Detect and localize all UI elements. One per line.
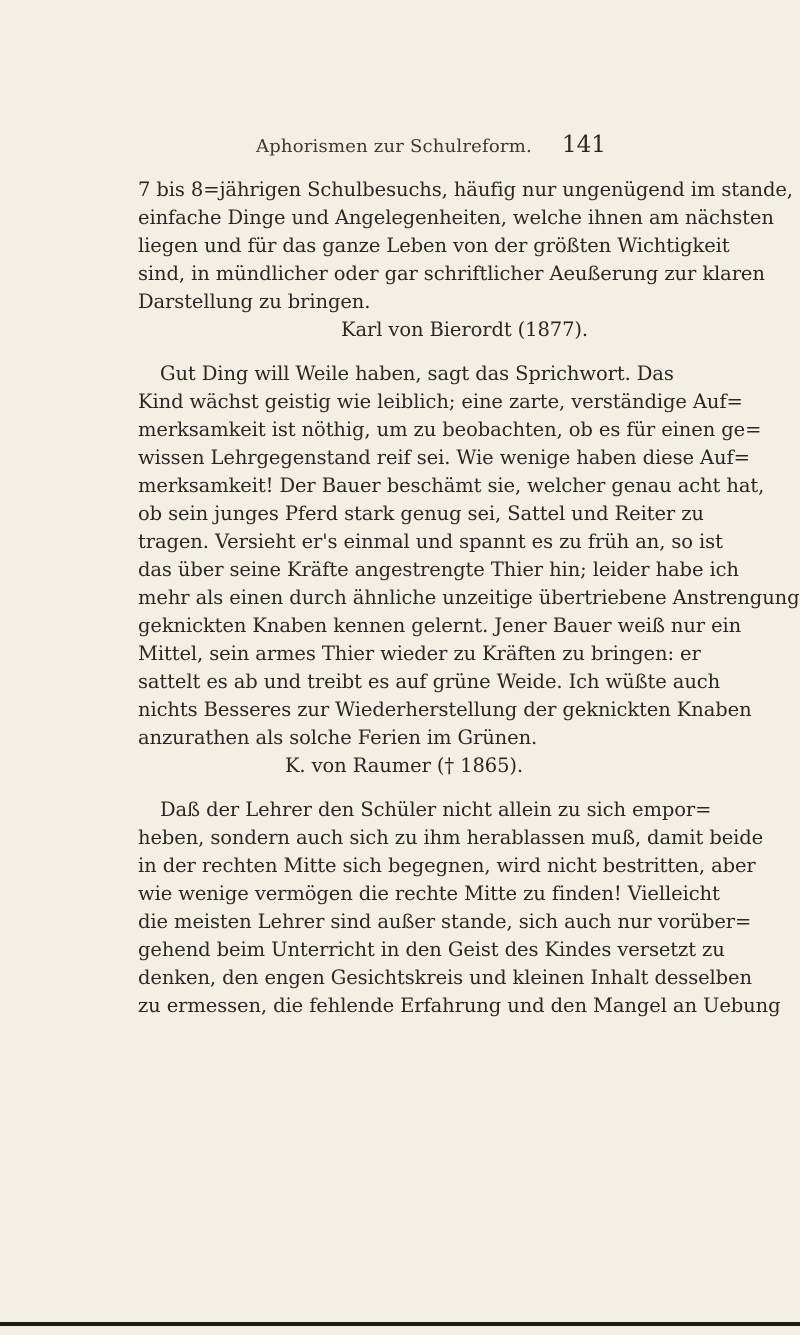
running-head [0,132,800,162]
text-line: heben, sondern auch sich zu ihm herablassen muß, damit beide [138,826,764,849]
text-line: die meisten Lehrer sind außer stande, sich auch nur vorüber= [138,910,752,933]
text-line: nichts Besseres zur Wiederherstellung der geknickten Knaben [138,698,752,721]
text-line: tragen. Versieht er's einmal und spannt es zu früh an, so ist [138,530,723,553]
text-line: gehend beim Unterricht in den Geist des Kindes versetzt zu [138,938,725,961]
text-line: Kind wächst geistig wie leiblich; eine zarte, verständige Auf= [138,390,743,413]
paragraph-3 [138,796,781,1020]
text-line: ob sein junges Pferd stark genug sei, Sattel und Reiter zu [138,502,704,525]
text-line: merksamkeit! Der Bauer beschämt sie, welcher genau acht hat, [138,474,765,497]
page-edge-rule [0,1322,800,1326]
text-line: einfache Dinge und Angelegenheiten, welche ihnen am nächsten [138,206,774,229]
text-line: Daß der Lehrer den Schüler nicht allein zu sich empor= [160,798,712,821]
text-line: wie wenige vermögen die rechte Mitte zu finden! Vielleicht [138,882,720,905]
text-line: Mittel, sein armes Thier wieder zu Kräften zu bringen: er [138,642,701,665]
text-line: geknickten Knaben kennen gelernt. Jener Bauer weiß nur ein [138,614,742,637]
text-line: wissen Lehrgegenstand reif sei. Wie wenige haben diese Auf= [138,446,750,469]
text-line: Darstellung zu bringen. [138,290,371,313]
text-line: das über seine Kräfte angestrengte Thier hin; leider habe ich [138,558,739,581]
text-line: sattelt es ab und treibt es auf grüne Weide. Ich wüßte auch [138,670,721,693]
text-line: zu ermessen, die fehlende Erfahrung und den Mangel an Uebung [138,994,781,1017]
text-line: anzurathen als solche Ferien im Grünen. [138,726,538,749]
text-line: Gut Ding will Weile haben, sagt das Sprichwort. Das [160,362,674,385]
paragraph-1 [138,176,793,344]
text-line: sind, in mündlicher oder gar schriftlicher Aeußerung zur klaren [138,262,765,285]
text-line: liegen und für das ganze Leben von der größten Wichtigkeit [138,234,730,257]
body-text [138,176,800,1020]
text-line: in der rechten Mitte sich begegnen, wird nicht bestritten, aber [138,854,756,877]
attribution: Karl von Bierordt (1877). [340,318,588,341]
text-line: 7 bis 8=jährigen Schulbesuchs, häufig nur ungenügend im stande, [138,178,793,201]
text-line: denken, den engen Gesichtskreis und kleinen Inhalt desselben [138,966,752,989]
text-line: merksamkeit ist nöthig, um zu beobachten, ob es für einen ge= [138,418,762,441]
paragraph-2 [138,360,800,780]
running-title: Aphorismen zur Schulreform. [256,136,532,157]
text-line: mehr als einen durch ähnliche unzeitige übertriebene Anstrengung [138,586,800,609]
attribution: K. von Raumer († 1865). [284,754,523,777]
page-number: 141 [562,132,606,158]
